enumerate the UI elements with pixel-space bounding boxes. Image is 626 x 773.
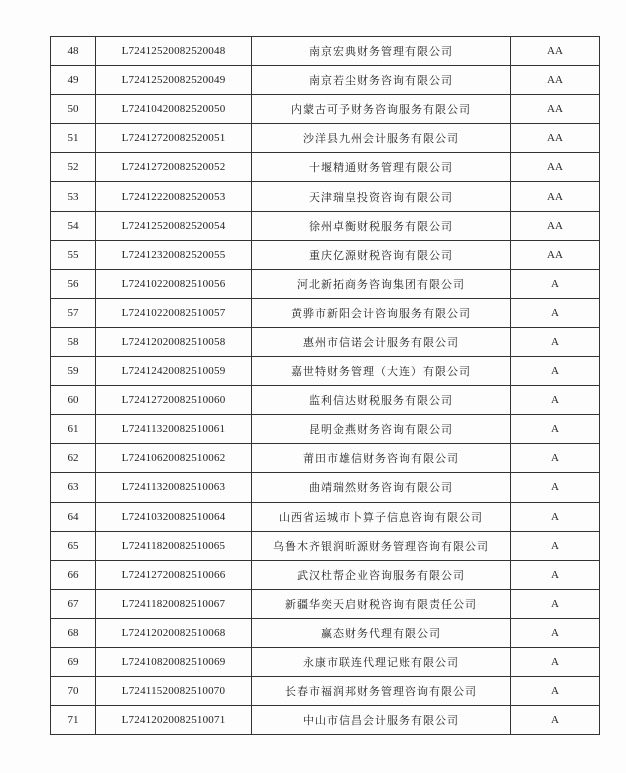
company-name-cell: 沙洋县九州会计服务有限公司	[252, 124, 511, 153]
table-row	[51, 124, 600, 153]
company-name-cell: 嘉世特财务管理（大连）有限公司	[252, 357, 511, 386]
company-name-cell: 长春市福润邦财务管理咨询有限公司	[252, 677, 511, 706]
credit-grade-cell: A	[511, 269, 600, 298]
registration-code-cell: L72410320082510064	[96, 502, 252, 531]
credit-grade-cell: A	[511, 647, 600, 676]
table-row	[51, 677, 600, 706]
table-row	[51, 37, 600, 66]
credit-grade-cell: AA	[511, 37, 600, 66]
company-name-cell: 曲靖瑞然财务咨询有限公司	[252, 473, 511, 502]
table-row	[51, 386, 600, 415]
company-name-cell: 南京宏典财务管理有限公司	[252, 37, 511, 66]
table-row	[51, 706, 600, 735]
credit-grade-cell: A	[511, 357, 600, 386]
registration-code-cell: L72412520082520049	[96, 66, 252, 95]
registration-code-cell: L72412520082520048	[96, 37, 252, 66]
row-number-cell: 66	[51, 560, 96, 589]
row-number-cell: 65	[51, 531, 96, 560]
table-row	[51, 298, 600, 327]
registration-code-cell: L72411520082510070	[96, 677, 252, 706]
credit-grade-cell: A	[511, 677, 600, 706]
registration-code-cell: L72410220082510057	[96, 298, 252, 327]
company-name-cell: 赢态财务代理有限公司	[252, 618, 511, 647]
registration-code-cell: L72412520082520054	[96, 211, 252, 240]
credit-grade-cell: A	[511, 589, 600, 618]
credit-grade-cell: A	[511, 444, 600, 473]
row-number-cell: 68	[51, 618, 96, 647]
credit-grade-cell: A	[511, 531, 600, 560]
table-row	[51, 327, 600, 356]
registration-code-cell: L72410420082520050	[96, 95, 252, 124]
row-number-cell: 63	[51, 473, 96, 502]
credit-grade-cell: AA	[511, 153, 600, 182]
company-name-cell: 新疆华奕天启财税咨询有限责任公司	[252, 589, 511, 618]
company-name-cell: 徐州卓衡财税服务有限公司	[252, 211, 511, 240]
registration-code-cell: L72410220082510056	[96, 269, 252, 298]
company-name-cell: 山西省运城市卜算子信息咨询有限公司	[252, 502, 511, 531]
rating-table	[50, 36, 600, 735]
row-number-cell: 50	[51, 95, 96, 124]
row-number-cell: 59	[51, 357, 96, 386]
company-name-cell: 昆明金燕财务咨询有限公司	[252, 415, 511, 444]
registration-code-cell: L72410620082510062	[96, 444, 252, 473]
company-name-cell: 武汉杜帮企业咨询服务有限公司	[252, 560, 511, 589]
row-number-cell: 48	[51, 37, 96, 66]
registration-code-cell: L72412420082510059	[96, 357, 252, 386]
table-row	[51, 618, 600, 647]
credit-grade-cell: AA	[511, 182, 600, 211]
table-row	[51, 66, 600, 95]
row-number-cell: 58	[51, 327, 96, 356]
row-number-cell: 69	[51, 647, 96, 676]
credit-grade-cell: AA	[511, 124, 600, 153]
table-row	[51, 531, 600, 560]
credit-grade-cell: A	[511, 386, 600, 415]
row-number-cell: 54	[51, 211, 96, 240]
table-row	[51, 153, 600, 182]
row-number-cell: 51	[51, 124, 96, 153]
company-name-cell: 永康市联连代理记账有限公司	[252, 647, 511, 676]
table-row	[51, 182, 600, 211]
row-number-cell: 57	[51, 298, 96, 327]
row-number-cell: 71	[51, 706, 96, 735]
registration-code-cell: L72411820082510065	[96, 531, 252, 560]
registration-code-cell: L72412320082520055	[96, 240, 252, 269]
row-number-cell: 49	[51, 66, 96, 95]
table-row	[51, 589, 600, 618]
credit-grade-cell: AA	[511, 66, 600, 95]
table-row	[51, 95, 600, 124]
credit-grade-cell: A	[511, 502, 600, 531]
company-name-cell: 重庆亿源财税咨询有限公司	[252, 240, 511, 269]
table-row	[51, 560, 600, 589]
company-name-cell: 十堰精通财务管理有限公司	[252, 153, 511, 182]
company-name-cell: 惠州市信诺会计服务有限公司	[252, 327, 511, 356]
table-row	[51, 502, 600, 531]
company-name-cell: 南京若尘财务咨询有限公司	[252, 66, 511, 95]
row-number-cell: 60	[51, 386, 96, 415]
registration-code-cell: L72412720082510066	[96, 560, 252, 589]
credit-grade-cell: A	[511, 560, 600, 589]
company-name-cell: 监利信达财税服务有限公司	[252, 386, 511, 415]
company-name-cell: 内蒙古可予财务咨询服务有限公司	[252, 95, 511, 124]
credit-grade-cell: AA	[511, 240, 600, 269]
registration-code-cell: L72412020082510058	[96, 327, 252, 356]
table-row	[51, 357, 600, 386]
row-number-cell: 53	[51, 182, 96, 211]
row-number-cell: 56	[51, 269, 96, 298]
row-number-cell: 67	[51, 589, 96, 618]
table-row	[51, 211, 600, 240]
table-row	[51, 240, 600, 269]
registration-code-cell: L72412720082520051	[96, 124, 252, 153]
table-row	[51, 473, 600, 502]
credit-grade-cell: AA	[511, 95, 600, 124]
registration-code-cell: L72412020082510071	[96, 706, 252, 735]
registration-code-cell: L72412720082510060	[96, 386, 252, 415]
credit-grade-cell: A	[511, 327, 600, 356]
credit-grade-cell: A	[511, 706, 600, 735]
row-number-cell: 55	[51, 240, 96, 269]
table-body	[51, 37, 600, 735]
table-row	[51, 647, 600, 676]
registration-code-cell: L72411320082510061	[96, 415, 252, 444]
credit-grade-cell: A	[511, 415, 600, 444]
company-name-cell: 黄骅市新阳会计咨询服务有限公司	[252, 298, 511, 327]
company-name-cell: 天津瑞皇投资咨询有限公司	[252, 182, 511, 211]
registration-code-cell: L72412020082510068	[96, 618, 252, 647]
row-number-cell: 70	[51, 677, 96, 706]
credit-grade-cell: A	[511, 298, 600, 327]
row-number-cell: 62	[51, 444, 96, 473]
table-row	[51, 415, 600, 444]
registration-code-cell: L72412220082520053	[96, 182, 252, 211]
credit-grade-cell: A	[511, 473, 600, 502]
company-name-cell: 中山市信昌会计服务有限公司	[252, 706, 511, 735]
registration-code-cell: L72411820082510067	[96, 589, 252, 618]
row-number-cell: 61	[51, 415, 96, 444]
company-name-cell: 莆田市雄信财务咨询有限公司	[252, 444, 511, 473]
registration-code-cell: L72412720082520052	[96, 153, 252, 182]
company-name-cell: 河北新拓商务咨询集团有限公司	[252, 269, 511, 298]
row-number-cell: 64	[51, 502, 96, 531]
company-name-cell: 乌鲁木齐银润昕源财务管理咨询有限公司	[252, 531, 511, 560]
table-row	[51, 269, 600, 298]
row-number-cell: 52	[51, 153, 96, 182]
credit-grade-cell: A	[511, 618, 600, 647]
table-row	[51, 444, 600, 473]
registration-code-cell: L72410820082510069	[96, 647, 252, 676]
registration-code-cell: L72411320082510063	[96, 473, 252, 502]
credit-grade-cell: AA	[511, 211, 600, 240]
